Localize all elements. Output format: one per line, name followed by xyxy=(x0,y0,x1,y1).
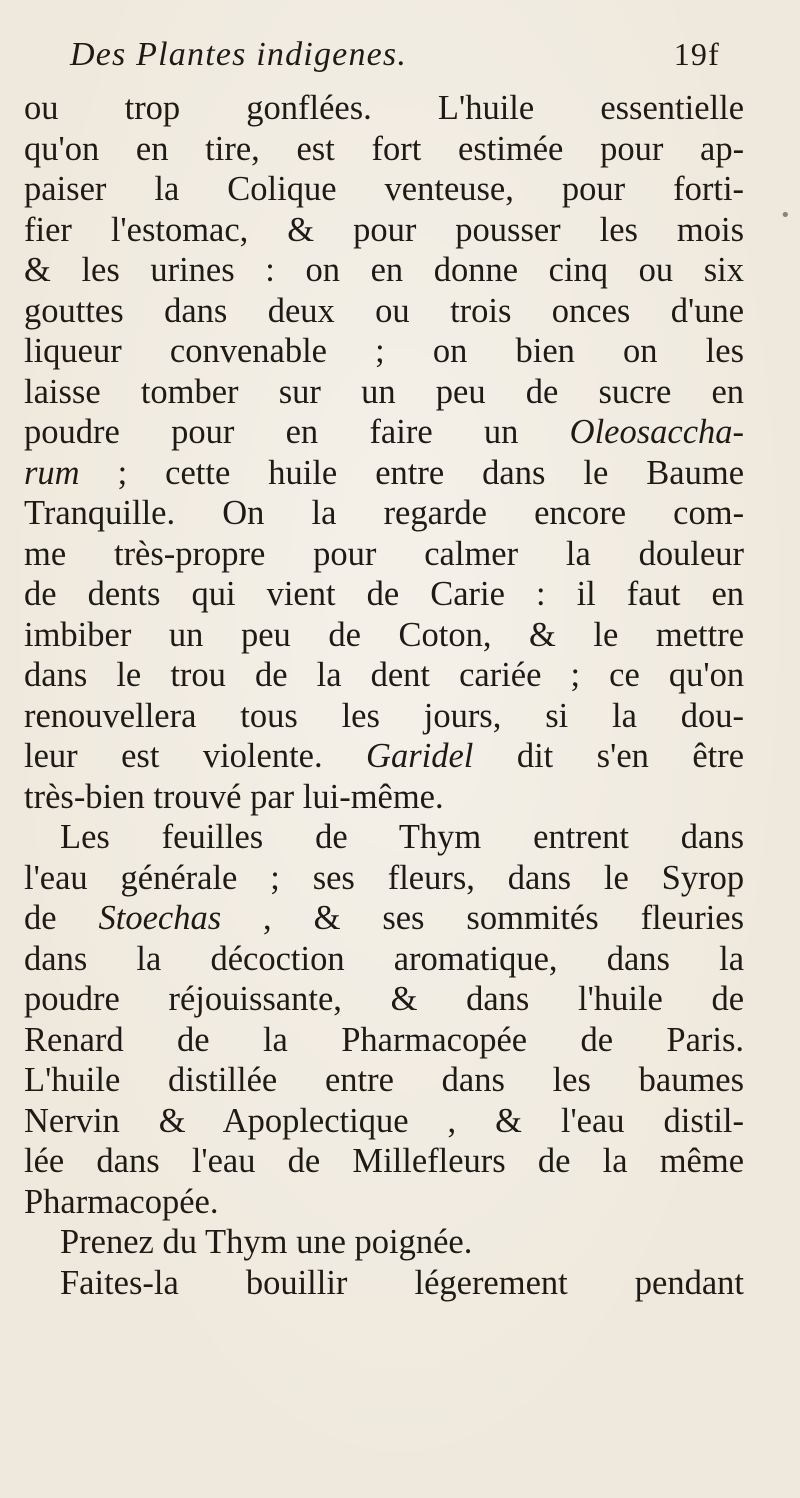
text-line: leur est violente. Garidel dit s'en être xyxy=(24,737,745,775)
text-line: lée dans l'eau de Millefleurs de la même xyxy=(24,1142,745,1180)
text-line: fier l'estomac, & pour pousser les mois xyxy=(24,210,745,249)
text-line: de dents qui vient de Carie : il faut en xyxy=(24,575,745,613)
text-line: Pharmacopée. xyxy=(24,1182,219,1221)
text-line: & les urines : on en donne cinq ou six xyxy=(24,251,745,289)
text-line: paiser la Colique venteuse, pour forti- xyxy=(24,170,745,208)
text-line: gouttes dans deux ou trois onces d'une xyxy=(24,291,745,330)
page-number: 19f xyxy=(673,36,720,72)
text-line: renouvellera tous les jours, si la dou- xyxy=(24,696,745,735)
text-line: Nervin & Apoplectique , & l'eau distil- xyxy=(24,1101,745,1140)
text-line: de Stoechas , & ses sommités fleuries xyxy=(24,899,745,937)
text-line: l'eau générale ; ses fleurs, dans le Syrop xyxy=(24,858,745,897)
text-line: L'huile distillée entre dans les baumes xyxy=(24,1061,745,1099)
text-line: dans la décoction aromatique, dans la xyxy=(24,939,745,978)
text-line: qu'on en tire, est fort estimée pour ap- xyxy=(24,129,745,168)
text-line: très-bien trouvé par lui-même. xyxy=(24,777,444,816)
text-line: Renard de la Pharmacopée de Paris. xyxy=(24,1020,745,1059)
text-line: poudre réjouissante, & dans l'huile de xyxy=(24,980,745,1018)
text-line: Prenez du Thym une poignée. xyxy=(60,1223,473,1261)
margin-speck: • xyxy=(780,205,791,226)
text-line: poudre pour en faire un Oleosaccha- xyxy=(24,413,745,451)
text-line: rum ; cette huile entre dans le Baume xyxy=(24,453,745,492)
text-line: liqueur convenable ; on bien on les xyxy=(24,332,744,370)
text-line: Tranquille. On la regarde encore com- xyxy=(24,494,745,532)
text-line: imbiber un peu de Coton, & le mettre xyxy=(24,615,745,654)
text-line: ou trop gonflées. L'huile essentielle xyxy=(24,89,745,127)
text-line: dans le trou de la dent cariée ; ce qu'on xyxy=(24,656,745,694)
text-line: laisse tomber sur un peu de sucre en xyxy=(24,372,745,411)
text-line: Faites-la bouillir légerement pendant xyxy=(60,1263,744,1302)
running-title: Des Plantes indigenes. xyxy=(70,36,408,73)
text-line: Les feuilles de Thym entrent dans xyxy=(60,818,745,856)
text-line: me très-propre pour calmer la douleur xyxy=(24,534,745,573)
running-header xyxy=(70,36,720,92)
